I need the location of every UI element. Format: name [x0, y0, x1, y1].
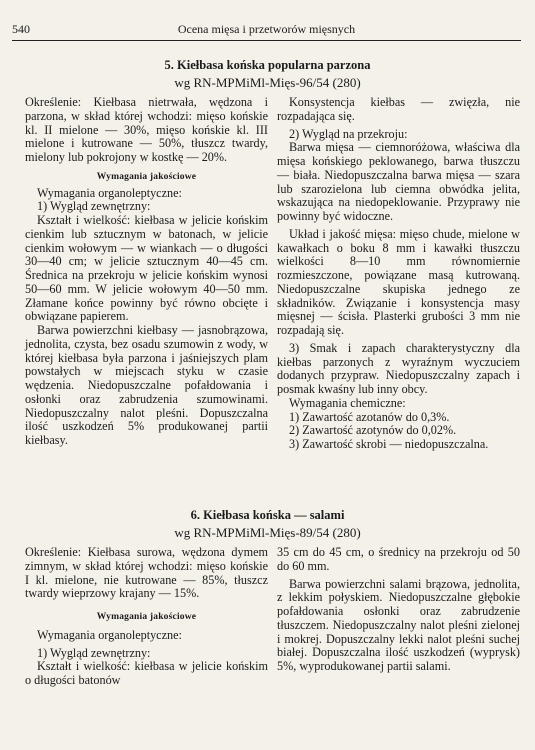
section-5-left-column [25, 96, 268, 448]
paragraph: Wymagania chemiczne: [289, 395, 406, 410]
paragraph: Wymagania organoleptyczne: [37, 185, 182, 200]
paragraph: Określenie: Kiełbasa nietrwała, wędzona i parzona, w skład której wchodzi: mięso końskie kl. II mielone — 30%, mięso końskie kl. III mielone i kutrowane — 50%, tłuszcz twardy, mielony lub pokrojony w kostkę — 20%. [25, 95, 268, 164]
section-5-title: 5. Kiełbasa końska popularna parzona [164, 58, 371, 72]
paragraph: Barwa mięsa — ciemnoróżowa, właściwa dla mięsa końskiego peklowanego, barwa tłuszczu — biała. Niedopuszczalna barwa mięsa — szara lub szarozielona lub ciemna obwódka jelita, wskazująca na niedopeklowanie. Przyprawy nie powinny być widoczne. [277, 140, 520, 223]
running-title: Ocena mięsa i przetworów mięsnych [177, 22, 356, 36]
list-item: 2) Zawartość azotynów do 0,02%. [289, 423, 457, 438]
paragraph: Barwa powierzchni kiełbasy — jasnobrązowa, jednolita, czysta, bez osadu szumowin z wody, w której kiełbasa była parzona i jaśniejszych plam powstałych w miejscach styku w czasie wędzenia. Niedopuszczalne pofałdowania i osłonki oraz zabrudzenia szumowinami. Niedopuszczalny nalot pleśni. Dopuszczalna ilość uszkodzeń 5% produkowanej partii kiełbasy. [25, 323, 268, 447]
section-6-left-column [25, 546, 268, 688]
section-6-standard: wg RN-MPMiMl-Mięs-89/54 (280) [174, 525, 361, 540]
subheading: Wymagania jakościowe [96, 612, 197, 622]
paragraph: Określenie: Kiełbasa surowa, wędzona dymem zimnym, w skład której wchodzi: mięso końskie I kl. mielone, nie kutrowane — 85%, tłuszcz twardy wieprzowy krajany — 15%. [25, 545, 268, 601]
list-item: 1) Zawartość azotanów do 0,3%. [289, 409, 450, 424]
page-number: 540 [12, 22, 30, 36]
section-5-standard: wg RN-MPMiMl-Mięs-96/54 (280) [174, 75, 361, 90]
paragraph: Konsystencja kiełbas — zwięzła, nie rozpadająca się. [277, 95, 520, 123]
paragraph: Barwa powierzchni salami brązowa, jednolita, z lekkim połyskiem. Niedopuszczalne głębokie pofałdowania osłonki oraz zabrudzenie tłuszczem. Niedopuszczalny nalot pleśni zielonej i mokrej. Dopuszczalny lekki nalot pleśni suchej białej. Dopuszczalna ilość uszkodzeń (wyprysk) 5%, wyprodukowanej partii salami. [277, 576, 520, 673]
section-6-right-column [277, 546, 520, 674]
paragraph: Układ i jakość mięsa: mięso chude, mielone w kawałkach o boku 8 mm i kawałki tłuszczu wielkości 8—10 mm równomiernie rozmieszczone, powiązane masą kutrowaną. Niedopuszczalne skupiska jednego ze składników. Związanie i konsystencja masy mięsnej — ścisła. Plasterki grubości 3 mm nie rozpadają się. [277, 226, 520, 337]
paragraph: Wymagania organoleptyczne: [37, 627, 182, 642]
paragraph: 1) Wygląd zewnętrzny: [37, 645, 151, 660]
paragraph: 2) Wygląd na przekroju: [289, 126, 408, 141]
list-item: 3) Zawartość skrobi — niedopuszczalna. [289, 437, 489, 451]
header-rule [12, 40, 521, 41]
section-6-title: 6. Kiełbasa końska — salami [190, 508, 345, 522]
subheading: Wymagania jakościowe [96, 171, 197, 182]
section-5-right-column [277, 96, 520, 452]
paragraph: 35 cm do 45 cm, o średnicy na przekroju od 50 do 60 mm. [277, 545, 520, 573]
paragraph: 1) Wygląd zewnętrzny: [37, 199, 151, 214]
paragraph: Kształt i wielkość: kiełbasa w jelicie końskim cienkim lub sztucznym w batonach, w jelicie cienkim wołowym — w wiankach — o długości 30—40 cm; w jelicie sztucznym 40—45 cm. Średnica na przekroju w jelicie końskim wynosi 50—60 mm. W jelicie wołowym 40—50 mm. Złamane końce powinny być równo obcięte i obwiązane papierem. [25, 213, 268, 324]
paragraph: 3) Smak i zapach charakterystyczny dla kiełbas parzonych z wyraźnym wyczuciem dodanych przypraw. Niedopuszczalny zapach i posmak kwaśny lub inny obcy. [277, 340, 520, 396]
paragraph: Kształt i wielkość: kiełbasa w jelicie końskim o długości batonów [25, 659, 268, 687]
